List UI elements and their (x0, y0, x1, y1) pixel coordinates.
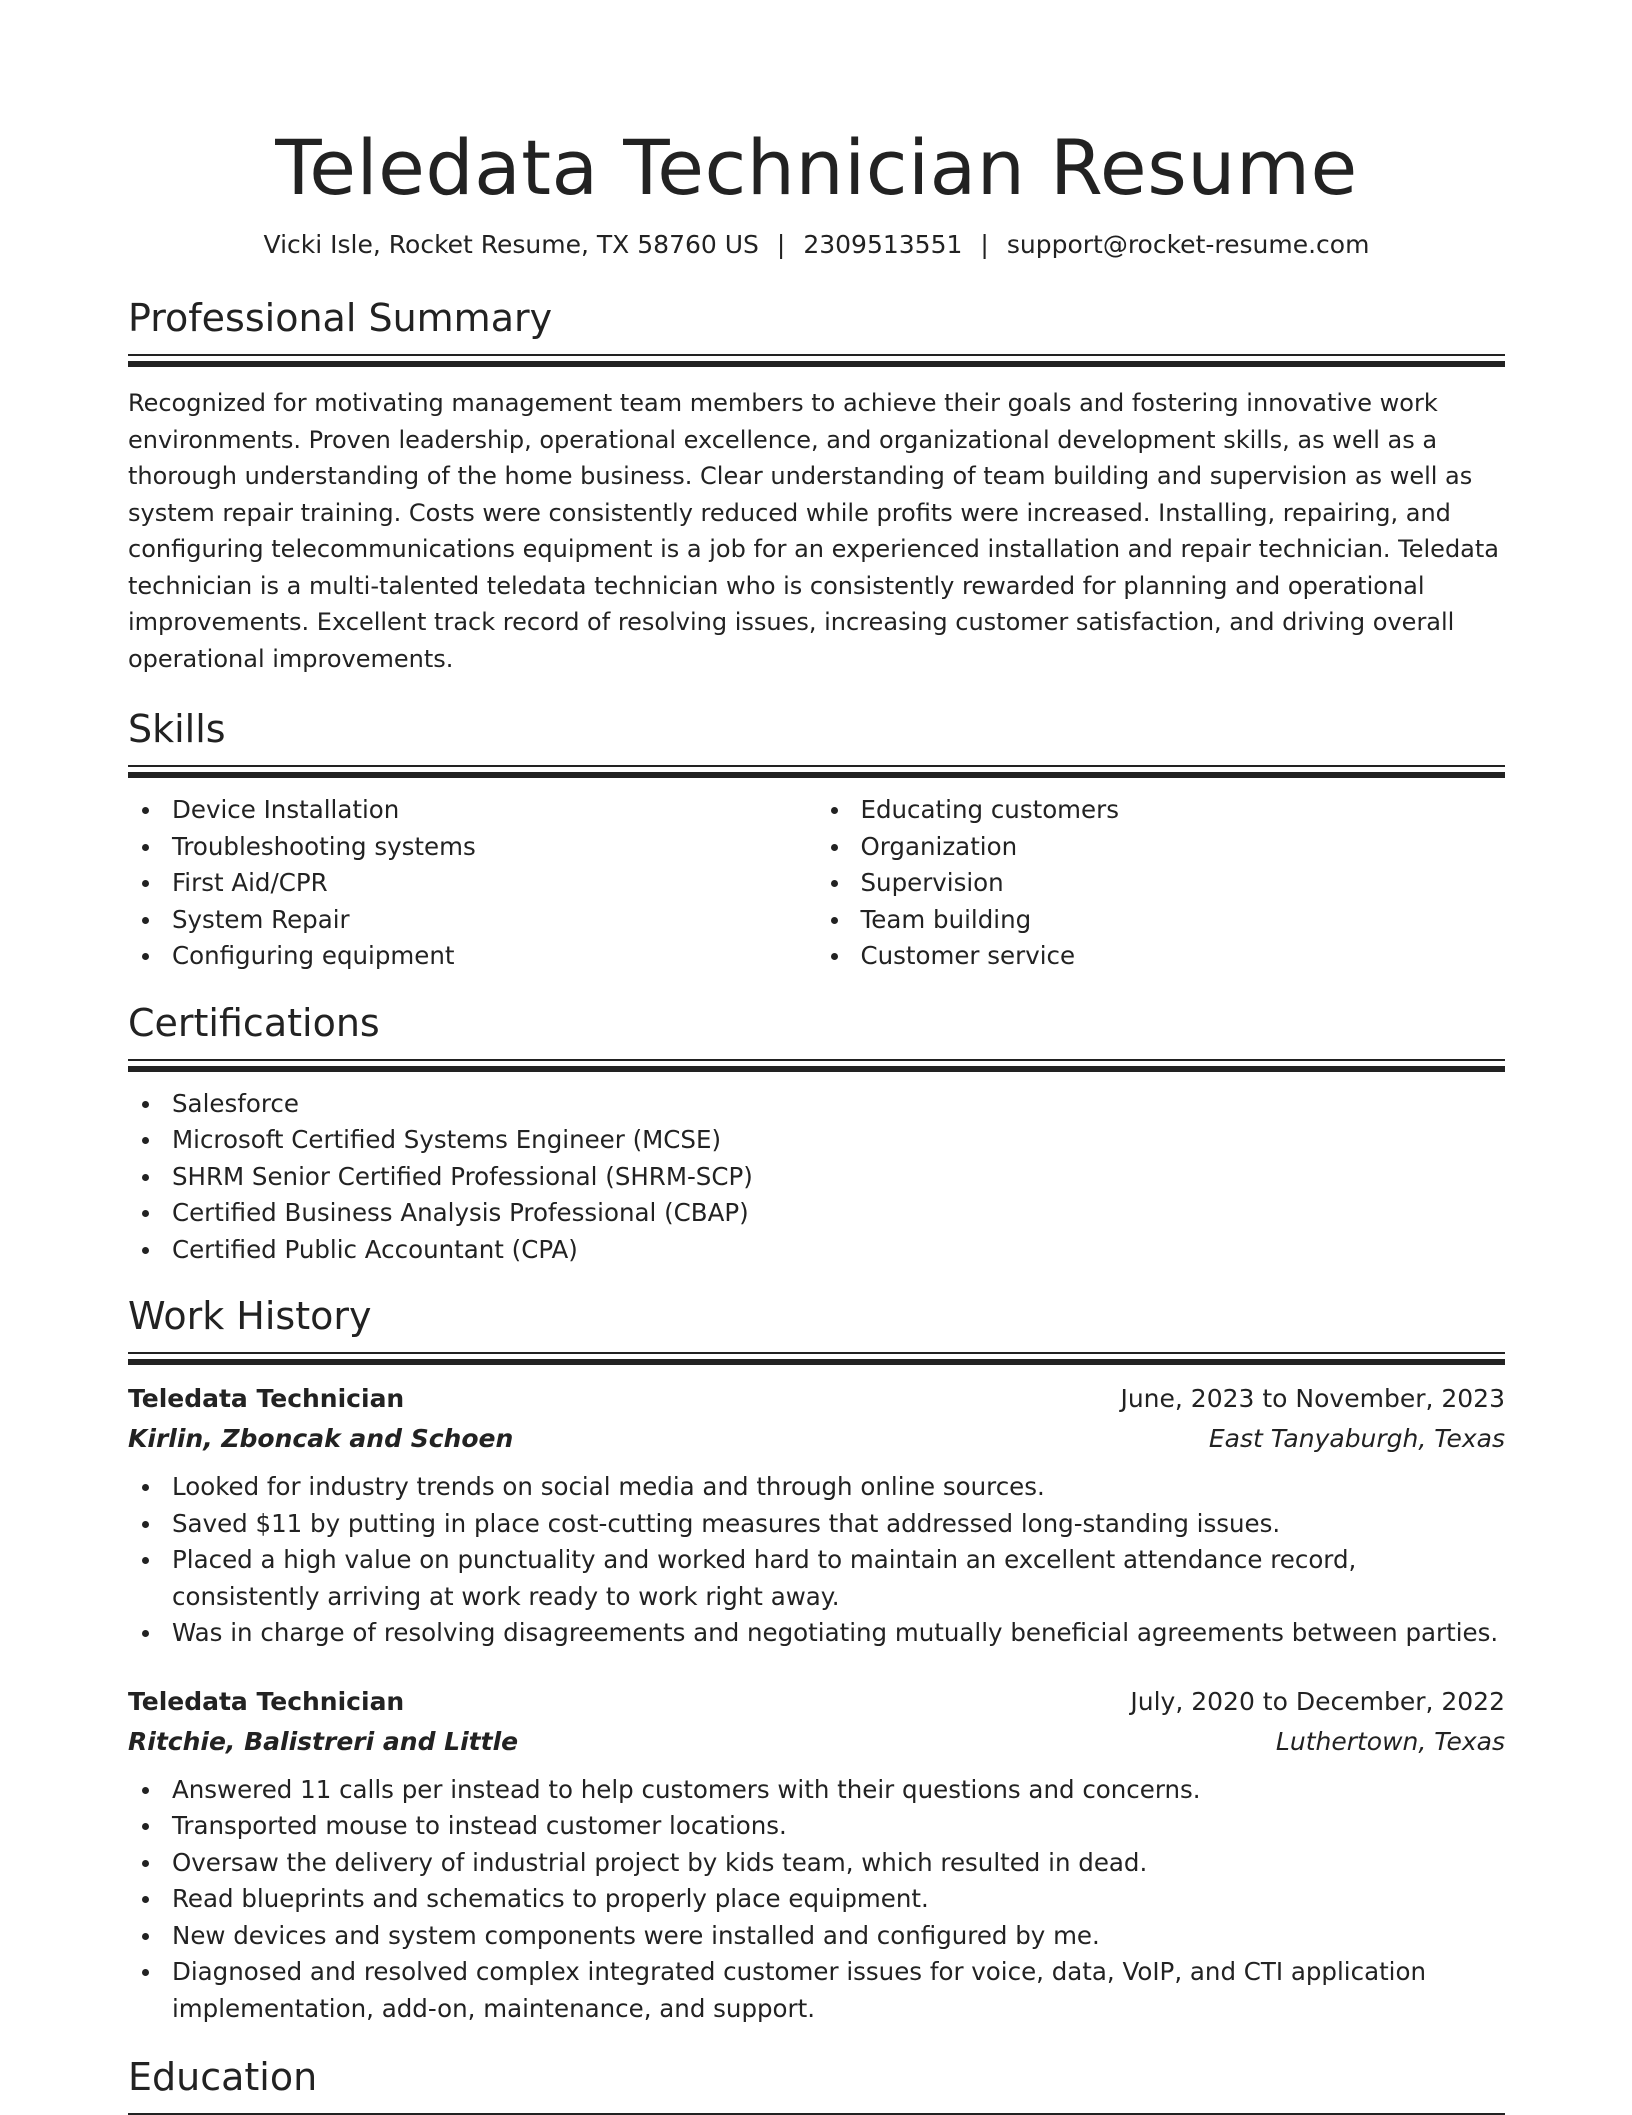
work-history-section (128, 1292, 1505, 2027)
section-divider (128, 1059, 1505, 1061)
job-entry (128, 1379, 1505, 1652)
section-divider (128, 354, 1505, 356)
job-bullet: Oversaw the delivery of industrial project by kids team, which resulted in dead. (128, 1845, 1505, 1882)
section-divider (128, 361, 1505, 367)
job-title: Teledata Technician (128, 1686, 405, 1716)
skills-list-left (128, 792, 817, 975)
education-section (128, 2053, 1505, 2115)
job-company: Kirlin, Zboncak and Schoen (128, 1424, 514, 1453)
skill-item: Device Installation (128, 792, 817, 829)
skills-columns (128, 792, 1505, 975)
certifications-list (128, 1086, 1505, 1269)
job-entry (128, 1682, 1505, 2028)
job-bullet: Transported mouse to instead customer locations. (128, 1808, 1505, 1845)
certification-item: Salesforce (128, 1086, 1505, 1123)
section-divider (128, 1359, 1505, 1365)
skill-item: Customer service (817, 938, 1506, 975)
job-bullet: Placed a high value on punctuality and worked hard to maintain an excellent attendance record, consistently arriving at work ready to work right away. (128, 1542, 1505, 1615)
section-heading-work-history: Work History (128, 1294, 372, 1338)
skill-item: Team building (817, 902, 1506, 939)
job-dates: July, 2020 to December, 2022 (1130, 1686, 1505, 1716)
job-bullet: New devices and system components were installed and configured by me. (128, 1918, 1505, 1955)
skills-list-right (817, 792, 1506, 975)
contact-separator: | (980, 230, 989, 259)
summary-section (128, 294, 1505, 677)
certification-item: SHRM Senior Certified Professional (SHRM-SCP) (128, 1159, 1505, 1196)
section-heading-skills: Skills (128, 707, 226, 751)
job-location: East Tanyaburgh, Texas (1208, 1424, 1505, 1453)
job-bullet: Looked for industry trends on social media and through online sources. (128, 1469, 1505, 1506)
job-subheader (128, 1722, 1505, 1762)
certifications-section (128, 999, 1505, 1269)
certification-item: Certified Public Accountant (CPA) (128, 1232, 1505, 1269)
certification-item: Certified Business Analysis Professional (CBAP) (128, 1195, 1505, 1232)
job-bullet: Answered 11 calls per instead to help customers with their questions and concerns. (128, 1772, 1505, 1809)
section-divider (128, 1066, 1505, 1072)
contact-address: Vicki Isle, Rocket Resume, TX 58760 US (263, 230, 759, 259)
section-heading-summary: Professional Summary (128, 296, 553, 340)
section-divider (128, 765, 1505, 767)
job-header (128, 1682, 1505, 1722)
job-bullet: Was in charge of resolving disagreements and negotiating mutually beneficial agreements between parties. (128, 1615, 1505, 1652)
skill-item: First Aid/CPR (128, 865, 817, 902)
resume-title: Teledata Technician Resume (275, 123, 1358, 212)
certification-item: Microsoft Certified Systems Engineer (MCSE) (128, 1122, 1505, 1159)
resume-page (128, 0, 1505, 2115)
job-dates: June, 2023 to November, 2023 (1120, 1384, 1505, 1413)
skill-item: Educating customers (817, 792, 1506, 829)
job-subheader (128, 1419, 1505, 1459)
contact-separator: | (776, 230, 786, 259)
skills-section (128, 705, 1505, 975)
contact-email: support@rocket-resume.com (1006, 230, 1370, 259)
section-divider (128, 772, 1505, 778)
section-heading-certifications: Certifications (128, 1000, 380, 1045)
skill-item: Supervision (817, 865, 1506, 902)
skill-item: Troubleshooting systems (128, 829, 817, 866)
section-divider (128, 1352, 1505, 1354)
job-company: Ritchie, Balistreri and Little (128, 1726, 519, 1756)
job-header (128, 1379, 1505, 1419)
contact-line (128, 228, 1505, 262)
job-bullets (128, 1772, 1505, 2028)
skill-item: Organization (817, 829, 1506, 866)
skill-item: Configuring equipment (128, 938, 817, 975)
section-heading-education: Education (128, 2055, 318, 2099)
job-location: Luthertown, Texas (1275, 1726, 1505, 1756)
contact-phone: 2309513551 (803, 230, 963, 259)
job-bullet: Diagnosed and resolved complex integrated customer issues for voice, data, VoIP, and CTI application implementation, add-on, maintenance, and support. (128, 1954, 1505, 2027)
skill-item: System Repair (128, 902, 817, 939)
job-title: Teledata Technician (128, 1384, 405, 1413)
job-bullet: Saved $11 by putting in place cost-cutting measures that addressed long-standing issues. (128, 1506, 1505, 1543)
job-bullet: Read blueprints and schematics to properly place equipment. (128, 1881, 1505, 1918)
job-bullets (128, 1469, 1505, 1652)
summary-text: Recognized for motivating management team members to achieve their goals and fostering innovative work environments. Proven leadership, operational excellence, and organizational development skills, as well as a thorough understanding of the home business. Clear understanding of team building and supervision as well as system repair training. Costs were consistently reduced while profits were increased. Installing, repairing, and configuring telecommunications equipment is a job for an experienced installation and repair technician. Teledata technician is a multi-talented teledata technician who is consistently rewarded for planning and operational improvements. Excellent track record of resolving issues, increasing customer satisfaction, and driving overall operational improvements. (128, 389, 1499, 673)
